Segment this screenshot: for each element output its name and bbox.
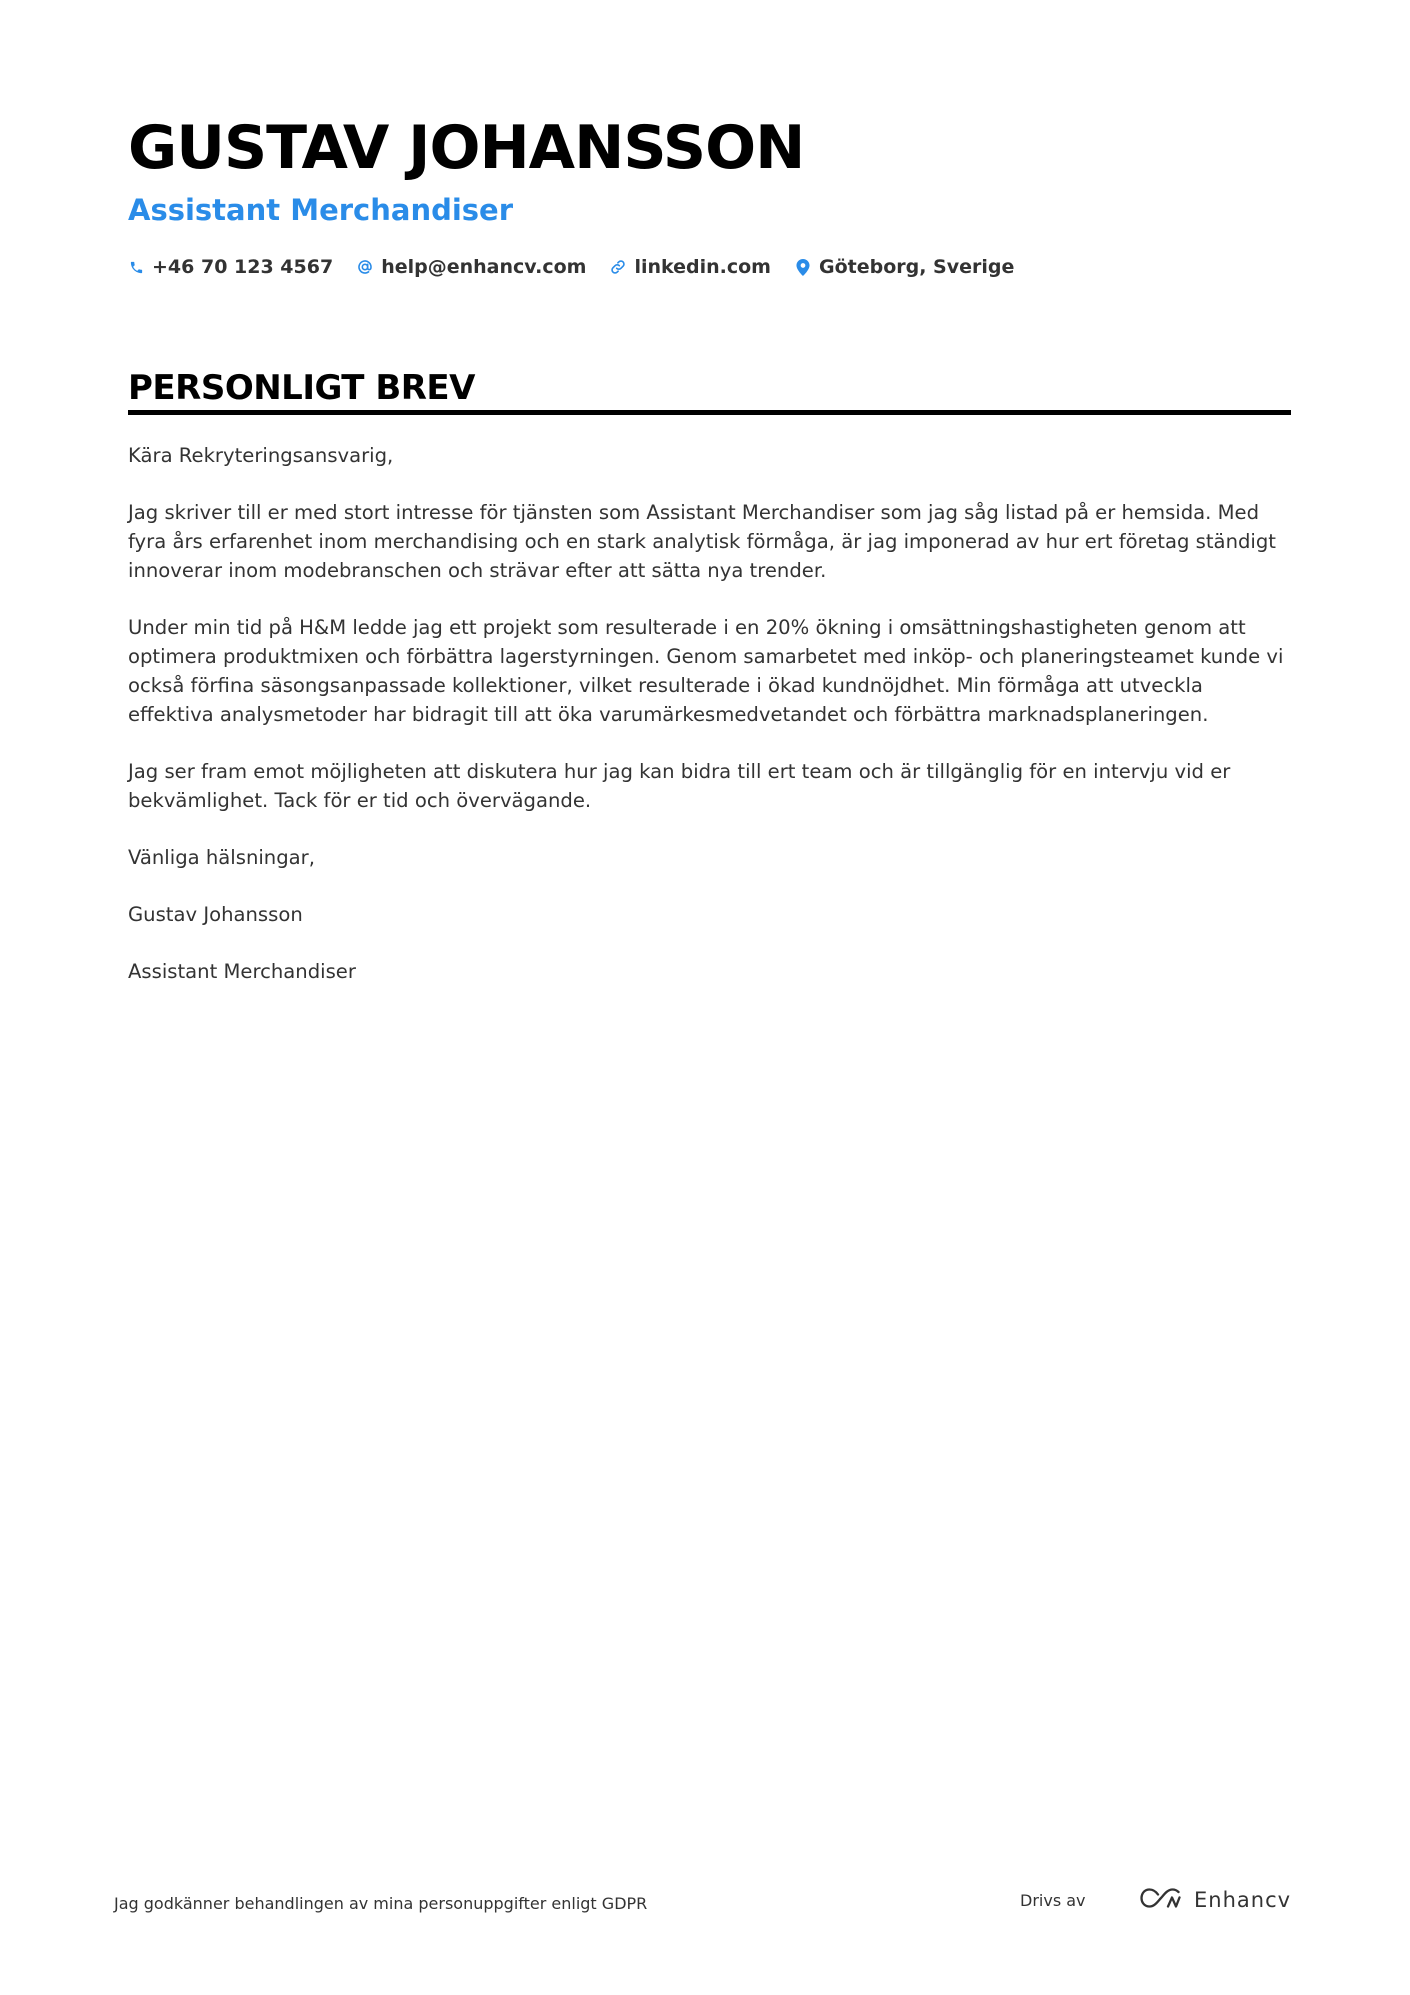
phone-text: +46 70 123 4567 (152, 256, 334, 278)
section-title: PERSONLIGT BREV (128, 368, 475, 408)
letter-paragraph: Jag skriver till er med stort intresse för tjänsten som Assistant Merchandiser som jag såg listad på er hemsida. Med fyra års erfarenhet inom merchandising och en stark analytisk förmåga, är jag imponerad av hur ert företag ständigt innoverar inom modebranschen och strävar efter att sätta nya trender. (128, 501, 1276, 582)
location-pin-icon (795, 258, 811, 276)
powered-by-label: Drivs av (1020, 1891, 1086, 1910)
signature-name: Gustav Johansson (128, 903, 303, 926)
linkedin-text: linkedin.com (634, 256, 771, 278)
link-icon (610, 258, 626, 276)
at-sign-icon (357, 258, 373, 276)
contact-linkedin[interactable] (610, 252, 771, 282)
location-text: Göteborg, Sverige (818, 256, 1015, 278)
letter-closing: Vänliga hälsningar, (128, 846, 315, 869)
phone-icon (128, 258, 144, 276)
contact-phone[interactable] (128, 252, 333, 282)
candidate-name: GUSTAV JOHANSSON (128, 113, 805, 183)
contact-email[interactable] (357, 252, 586, 282)
contact-bar (128, 252, 1014, 282)
letter-paragraph: Jag ser fram emot möjligheten att diskutera hur jag kan bidra till ert team och är tillgänglig för en intervju vid er bekvämlighet. Tack för er tid och övervägande. (128, 760, 1231, 812)
signature-title: Assistant Merchandiser (128, 960, 356, 983)
section-divider (128, 410, 1291, 415)
enhancv-logo-text: Enhancv (1194, 1888, 1292, 1912)
enhancv-logo[interactable] (1138, 1886, 1291, 1914)
job-title: Assistant Merchandiser (128, 193, 514, 227)
enhancv-logo-icon (1138, 1886, 1184, 1914)
gdpr-consent-text: Jag godkänner behandlingen av mina personuppgifter enligt GDPR (114, 1894, 648, 1913)
letter-paragraph: Under min tid på H&M ledde jag ett projekt som resulterade i en 20% ökning i omsättningshastigheten genom att optimera produktmixen och förbättra lagerstyrningen. Genom samarbetet med inköp- och planeringsteamet kunde vi också förfina säsongsanpassade kollektioner, vilket resulterade i ökad kundnöjdhet. Min förmåga att utveckla effektiva analysmetoder har bidragit till att öka varumärkesmedvetandet och förbättra marknadsplaneringen. (128, 616, 1284, 726)
letter-body (128, 441, 1291, 1014)
letter-greeting: Kära Rekryteringsansvarig, (128, 444, 394, 467)
contact-location (795, 252, 1014, 282)
email-text: help@enhancv.com (381, 256, 587, 278)
